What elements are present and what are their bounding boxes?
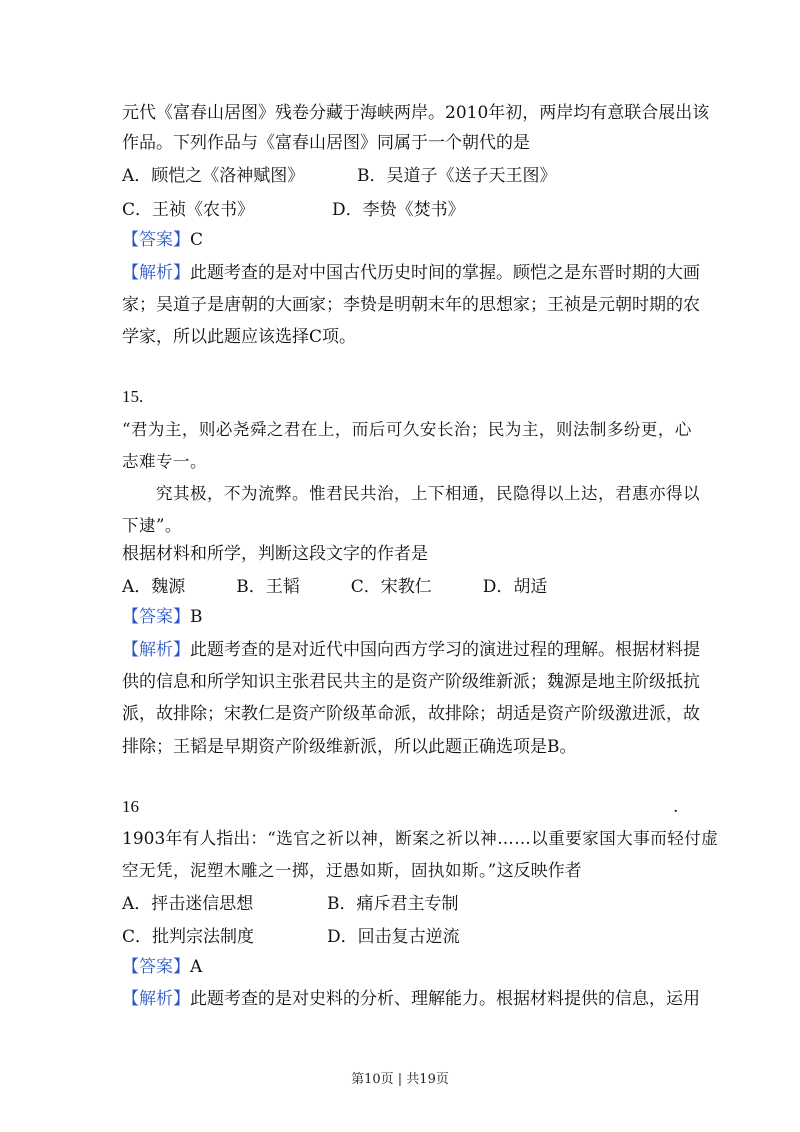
q15-stem: 根据材料和所学，判断这段文字的作者是 — [122, 544, 428, 564]
q14-option-d: D．李贽《焚书》 — [332, 200, 465, 220]
analysis-text: 此题考查的是对中国古代历史时间的掌握。顾恺之是东晋时期的大画 — [190, 263, 700, 283]
q16-option-d: D．回击复古逆流 — [327, 927, 460, 947]
answer-value: A — [190, 957, 203, 977]
q15-quote-line-4: 下逮”。 — [122, 516, 182, 535]
q15-analysis-line-1 — [122, 640, 700, 660]
q16-stem-line-2 — [122, 861, 582, 881]
q16-period: . — [673, 797, 679, 817]
q16-option-b: B．痛斥君主专制 — [327, 894, 459, 914]
analysis-tag: 【解析】 — [122, 989, 190, 1009]
q14-stem-line-1: 元代《富春山居图》残卷分藏于海峡两岸。2010年初，两岸均有意联合展出该 — [122, 103, 710, 123]
q16-analysis-line-1 — [122, 989, 700, 1009]
analysis-tag: 【解析】 — [122, 640, 190, 660]
q14-analysis-line-2: 家；吴道子是唐朝的大画家；李贽是明朝末年的思想家；王祯是元朝时期的农 — [122, 295, 700, 315]
stem-tail: 这反映作者 — [496, 861, 582, 881]
q14-option-a: A．顾恺之《洛神赋图》 — [122, 166, 305, 186]
analysis-tag: 【解析】 — [122, 263, 190, 283]
q15-number: 15. — [122, 387, 144, 406]
answer-tag: 【答案】 — [122, 607, 190, 627]
stem-lead: 1903年有人指出： — [122, 829, 268, 849]
q15-analysis-line-3: 派，故排除；宋教仁是资产阶级革命派，故排除；胡适是资产阶级激进派，故 — [122, 704, 700, 724]
q15-quote-line-1: “君为主，则必尧舜之君在上，而后可久安长治；民为主，则法制多纷更，心 — [122, 420, 692, 439]
q16-number: 16 — [122, 797, 139, 816]
analysis-text: 此题考查的是对史料的分析、理解能力。根据材料提供的信息，运用 — [190, 989, 700, 1009]
q14-option-b: B．吴道子《送子天王图》 — [357, 166, 557, 186]
q14-option-c: C．王祯《农书》 — [122, 200, 255, 220]
q15-answer — [122, 607, 203, 627]
q16-stem-line-1 — [122, 829, 718, 849]
q15-analysis-line-4: 排除；王韬是早期资产阶级维新派，所以此题正确选项是B。 — [122, 737, 577, 757]
page-footer: 第10页 | 共19页 — [351, 1072, 449, 1087]
q16-option-c: C．批判宗法制度 — [122, 927, 255, 947]
q15-analysis-line-2: 供的信息和所学知识主张君民共主的是资产阶级维新派；魏源是地主阶级抵抗 — [122, 672, 700, 692]
q15-quote-line-3: 究其极，不为流弊。惟君民共治，上下相通，民隐得以上达，君惠亦得以 — [156, 484, 700, 503]
stem-quote: “选官之祈以神，断案之祈以神……以重要家国大事而轻付虚 — [267, 829, 719, 848]
q15-quote-line-2: 志难专一。 — [122, 452, 207, 471]
q14-answer — [122, 230, 203, 250]
stem-quote: 空无凭，泥塑木雕之一掷，迂愚如斯，固执如斯。” — [122, 861, 497, 880]
answer-value: B — [190, 607, 203, 627]
answer-value: C — [190, 230, 204, 250]
q16-option-a: A．抨击迷信思想 — [122, 894, 254, 914]
q14-analysis-line-1 — [122, 263, 700, 283]
answer-tag: 【答案】 — [122, 957, 190, 977]
q16-answer — [122, 957, 202, 977]
analysis-text: 此题考查的是对近代中国向西方学习的演进过程的理解。根据材料提 — [190, 640, 700, 660]
q14-stem-line-2: 作品。下列作品与《富春山居图》同属于一个朝代的是 — [122, 133, 530, 153]
q15-options: A．魏源 B．王韬 C．宋教仁 D．胡适 — [122, 577, 548, 597]
answer-tag: 【答案】 — [122, 230, 190, 250]
q14-analysis-line-3: 学家，所以此题应该选择C项。 — [122, 327, 357, 347]
